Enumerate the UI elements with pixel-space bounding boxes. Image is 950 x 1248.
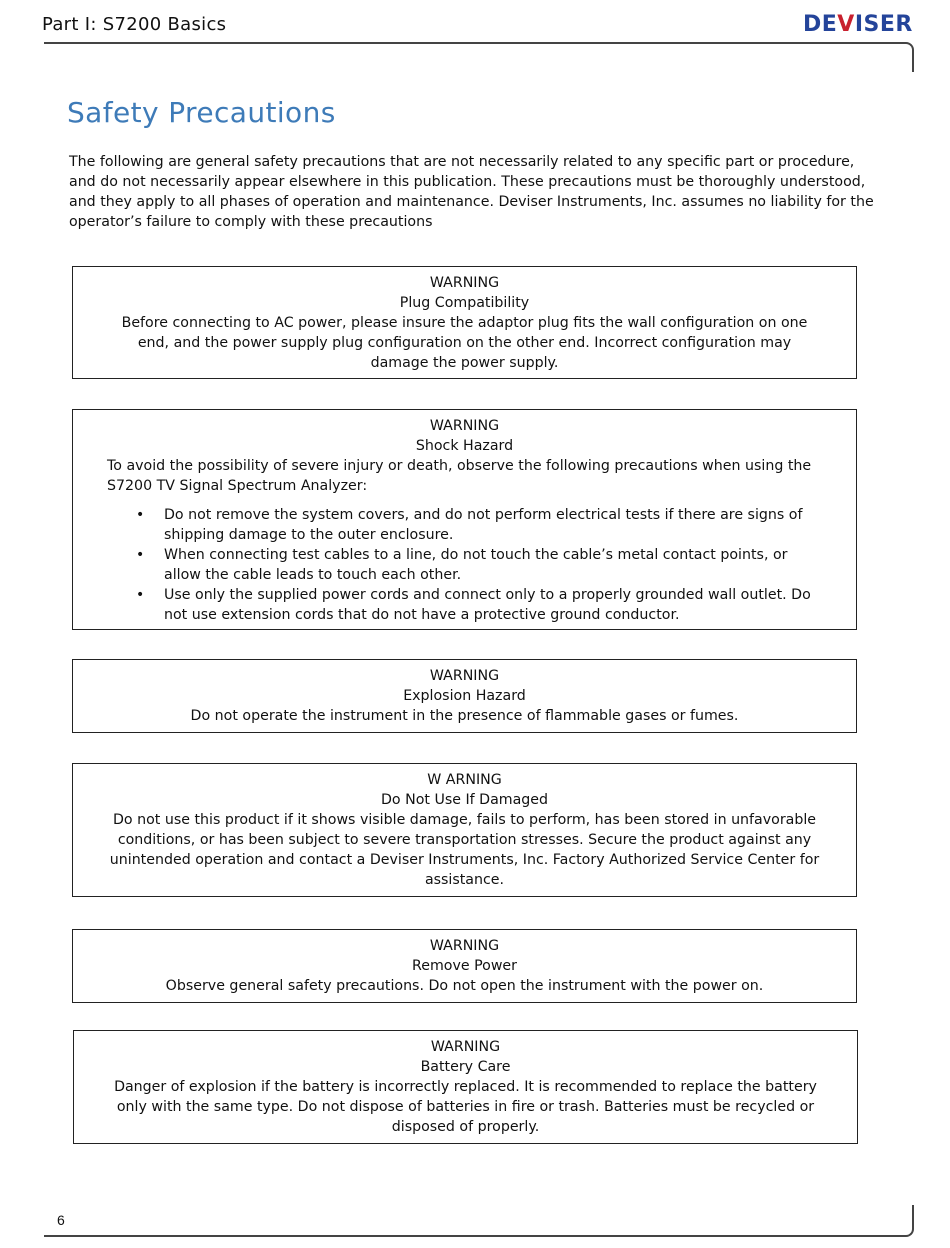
warning-title: Battery Care — [420, 1059, 511, 1075]
warning-body: To avoid the possibility of severe injury or death, observe the following precautions when using the S7200 TV Signal Spectrum Analyzer: — [107, 458, 812, 494]
page-header-title: Part I: S7200 Basics — [42, 14, 227, 35]
warning-label: WARNING — [429, 275, 500, 291]
warning-box-remove-power — [72, 929, 857, 1003]
warning-label: WARNING — [429, 668, 500, 684]
list-item-text: When connecting test cables to a line, do not touch the cable’s metal contact points, or allow the cable leads to touch each other. — [164, 547, 788, 583]
footer-rule — [44, 1235, 904, 1237]
warning-label: WARNING — [429, 418, 500, 434]
intro-paragraph: The following are general safety precautions that are not necessarily related to any specific part or procedure, and do not necessarily appear elsewhere in this publication. These precautions must be thoroughly understood, and they apply to all phases of operation and maintenance. Deviser Instruments, Inc. assumes no liability for the operator’s failure to comply with these precautions — [69, 154, 874, 230]
warning-label: WARNING — [429, 938, 500, 954]
bullet-icon: • — [136, 547, 145, 563]
list-item-text: Do not remove the system covers, and do not perform electrical tests if there are signs of shipping damage to the outer enclosure. — [164, 507, 803, 543]
logo-text-left: DE — [803, 12, 838, 37]
list-item — [136, 505, 822, 545]
warning-label: W ARNING — [427, 772, 502, 788]
bullet-icon: • — [136, 507, 145, 523]
list-item — [136, 585, 822, 625]
warning-label: WARNING — [430, 1039, 501, 1055]
warning-body: Do not use this product if it shows visible damage, fails to perform, has been stored in unfavorable conditions, or has been subject to severe transportation stresses. Secure the product against any unintended operation and contact a Deviser Instruments, Inc. Factory Authorized Service Center for assistance. — [109, 812, 820, 888]
warning-body: Observe general safety precautions. Do not open the instrument with the power on. — [165, 978, 764, 994]
logo-text-mid: V — [837, 12, 855, 37]
footer-corner-decoration — [900, 1205, 914, 1237]
page-heading: Safety Precautions — [67, 96, 336, 129]
warning-title: Do Not Use If Damaged — [380, 792, 549, 808]
warning-title: Explosion Hazard — [403, 688, 526, 704]
list-item-text: Use only the supplied power cords and connect only to a properly grounded wall outlet. Do not use extension cords that do not have a protective ground conductor. — [164, 587, 811, 623]
bullet-icon: • — [136, 587, 145, 603]
warning-body: Danger of explosion if the battery is incorrectly replaced. It is recommended to replace the battery only with the same type. Do not dispose of batteries in fire or trash. Batteries must be recycled or disposed of properly. — [114, 1079, 817, 1135]
warning-box-battery-care — [73, 1030, 858, 1144]
list-item — [136, 545, 822, 585]
warning-box-plug-compatibility — [72, 266, 857, 379]
warning-box-shock-hazard — [72, 409, 857, 630]
warning-body: Before connecting to AC power, please insure the adaptor plug fits the wall configuration on one end, and the power supply plug configuration on the other end. Incorrect configuration may damage the power supply. — [121, 315, 808, 371]
warning-body: Do not operate the instrument in the presence of flammable gases or fumes. — [190, 708, 739, 724]
header-rule — [44, 42, 904, 44]
warning-title: Shock Hazard — [415, 438, 514, 454]
logo-text-right: ISER — [854, 12, 913, 37]
deviser-logo — [803, 12, 913, 37]
warning-title: Plug Compatibility — [399, 295, 530, 311]
warning-title: Remove Power — [412, 958, 517, 974]
page-number: 6 — [57, 1212, 65, 1228]
warning-box-explosion-hazard — [72, 659, 857, 733]
header-corner-decoration — [900, 42, 914, 72]
precaution-list — [107, 505, 822, 625]
warning-box-do-not-use-if-damaged — [72, 763, 857, 897]
